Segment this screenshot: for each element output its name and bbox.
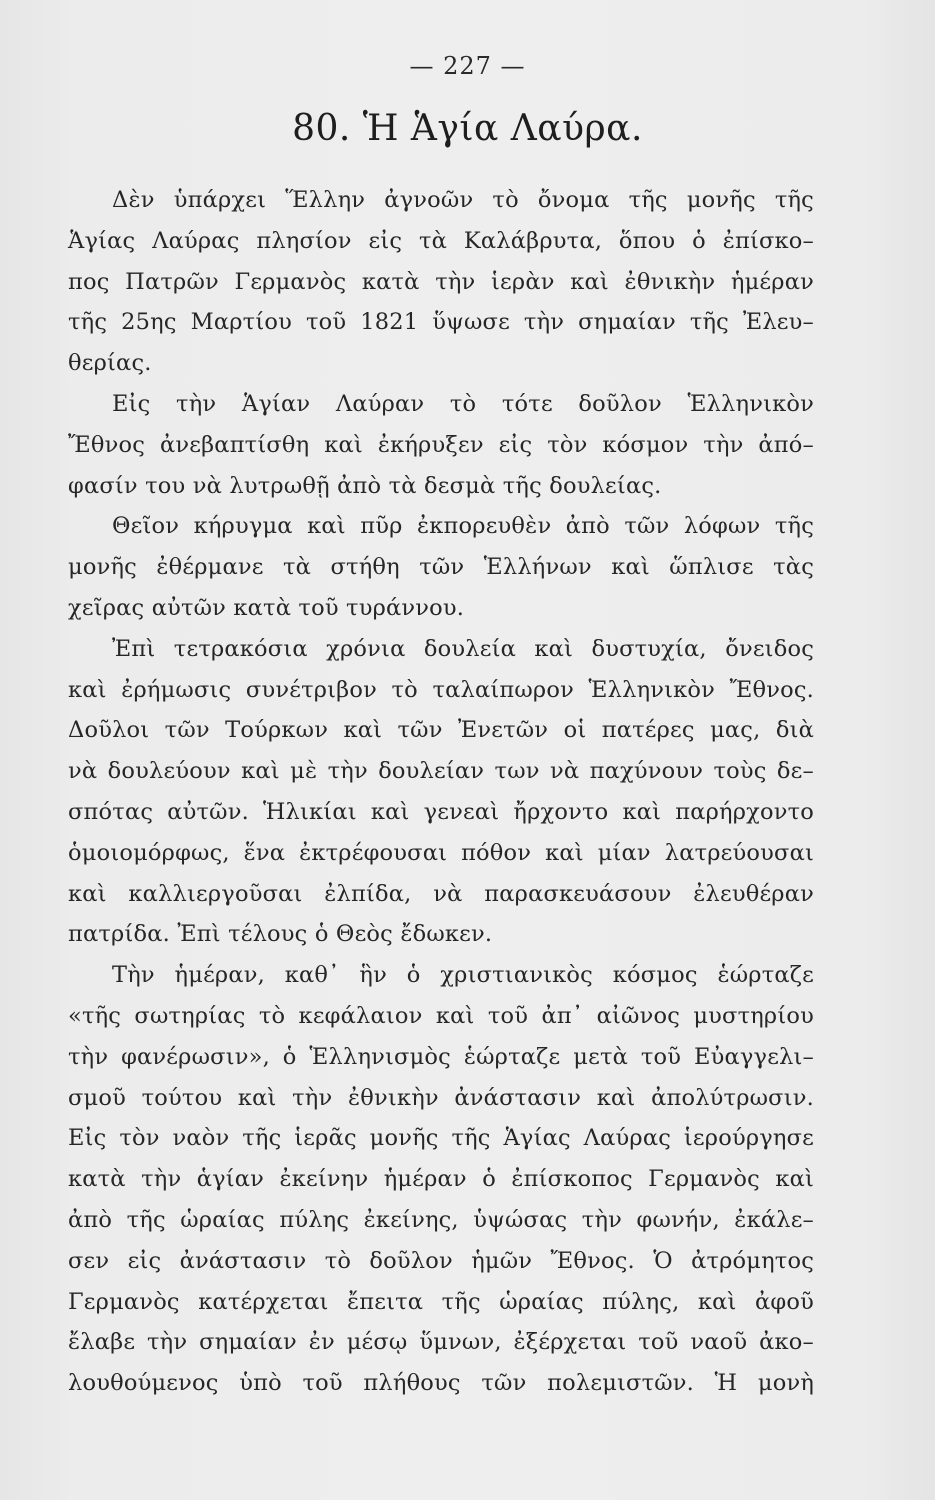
- text-line: ὁμοιομόρφως, ἕνα ἐκτρέφουσαι πόθον καὶ μίαν λατρεύουσαι: [68, 839, 814, 866]
- text-line: «τῆς σωτηρίας τὸ κεφάλαιον καὶ τοῦ ἀπ᾽ αἰῶνος μυστηρίου: [68, 1002, 814, 1029]
- body-text: [68, 180, 814, 1404]
- text-line: Δοῦλοι τῶν Τούρκων καὶ τῶν Ἐνετῶν οἱ πατέρες μας, διὰ: [68, 717, 814, 744]
- chapter-title: 80. Ἡ Ἁγία Λαύρα.: [292, 108, 643, 149]
- text-line: Εἰς τὸν ναὸν τῆς ἱερᾶς μονῆς τῆς Ἁγίας Λαύρας ἱερούργησε: [68, 1125, 814, 1152]
- page-number: — 227 —: [409, 52, 526, 80]
- text-line: σπότας αὐτῶν. Ἡλικίαι καὶ γενεαὶ ἤρχοντο καὶ παρήρχοντο: [68, 798, 814, 825]
- text-line: καὶ ἐρήμωσις συνέτριβον τὸ ταλαίπωρον Ἑλληνικὸν Ἔθνος.: [68, 676, 814, 703]
- text-line: φασίν του νὰ λυτρωθῇ ἀπὸ τὰ δεσμὰ τῆς δουλείας.: [68, 472, 662, 499]
- text-line: Ἐπὶ τετρακόσια χρόνια δουλεία καὶ δυστυχία, ὄνειδος: [112, 635, 814, 662]
- text-line: Γερμανὸς κατέρχεται ἔπειτα τῆς ὡραίας πύλης, καὶ ἀφοῦ: [68, 1288, 814, 1315]
- text-line: Θεῖον κήρυγμα καὶ πῦρ ἐκπορευθὲν ἀπὸ τῶν λόφων τῆς: [112, 513, 814, 540]
- text-line: σεν εἰς ἀνάστασιν τὸ δοῦλον ἡμῶν Ἔθνος. Ὁ ἀτρόμητος: [68, 1247, 814, 1274]
- text-line: ἔλαβε τὴν σημαίαν ἐν μέσῳ ὕμνων, ἐξέρχεται τοῦ ναοῦ ἀκο–: [68, 1329, 814, 1356]
- text-line: Δὲν ὑπάρχει Ἕλλην ἀγνοῶν τὸ ὄνομα τῆς μονῆς τῆς: [112, 187, 814, 213]
- text-line: Ἁγίας Λαύρας πλησίον εἰς τὰ Καλάβρυτα, ὅπου ὁ ἐπίσκο–: [68, 227, 814, 254]
- text-line: Ἔθνος ἀνεβαπτίσθη καὶ ἐκήρυξεν εἰς τὸν κόσμον τὴν ἀπό–: [68, 431, 814, 458]
- text-line: πατρίδα. Ἐπὶ τέλους ὁ Θεὸς ἔδωκεν.: [68, 921, 493, 948]
- text-line: τῆς 25ης Μαρτίου τοῦ 1821 ὕψωσε τὴν σημαίαν τῆς Ἐλευ–: [68, 309, 814, 336]
- text-line: ἀπὸ τῆς ὡραίας πύλης ἐκείνης, ὑψώσας τὴν φωνήν, ἐκάλε–: [68, 1206, 814, 1233]
- text-line: θερίας.: [68, 350, 152, 377]
- text-line: λουθούμενος ὑπὸ τοῦ πλήθους τῶν πολεμιστῶν. Ἡ μονὴ: [68, 1370, 814, 1397]
- text-line: τὴν φανέρωσιν», ὁ Ἑλληνισμὸς ἑώρταζε μετὰ τοῦ Εὐαγγελι–: [68, 1043, 814, 1070]
- text-line: χεῖρας αὐτῶν κατὰ τοῦ τυράννου.: [68, 594, 465, 621]
- text-line: νὰ δουλεύουν καὶ μὲ τὴν δουλείαν των νὰ παχύνουν τοὺς δε–: [68, 758, 814, 785]
- text-line: καὶ καλλιεργοῦσαι ἐλπίδα, νὰ παρασκευάσουν ἐλευθέραν: [68, 880, 814, 907]
- text-line: κατὰ τὴν ἁγίαν ἐκείνην ἡμέραν ὁ ἐπίσκοπος Γερμανὸς καὶ: [68, 1166, 814, 1193]
- text-line: μονῆς ἐθέρμανε τὰ στήθη τῶν Ἑλλήνων καὶ ὥπλισε τὰς: [68, 554, 814, 581]
- text-line: Εἰς τὴν Ἁγίαν Λαύραν τὸ τότε δοῦλον Ἑλληνικὸν: [112, 390, 814, 417]
- text-line: πος Πατρῶν Γερμανὸς κατὰ τὴν ἱερὰν καὶ ἐθνικὴν ἡμέραν: [68, 268, 814, 295]
- text-line: Τὴν ἡμέραν, καθ᾽ ἣν ὁ χριστιανικὸς κόσμος ἑώρταζε: [112, 962, 814, 989]
- text-line: σμοῦ τούτου καὶ τὴν ἐθνικὴν ἀνάστασιν καὶ ἀπολύτρωσιν.: [68, 1084, 814, 1111]
